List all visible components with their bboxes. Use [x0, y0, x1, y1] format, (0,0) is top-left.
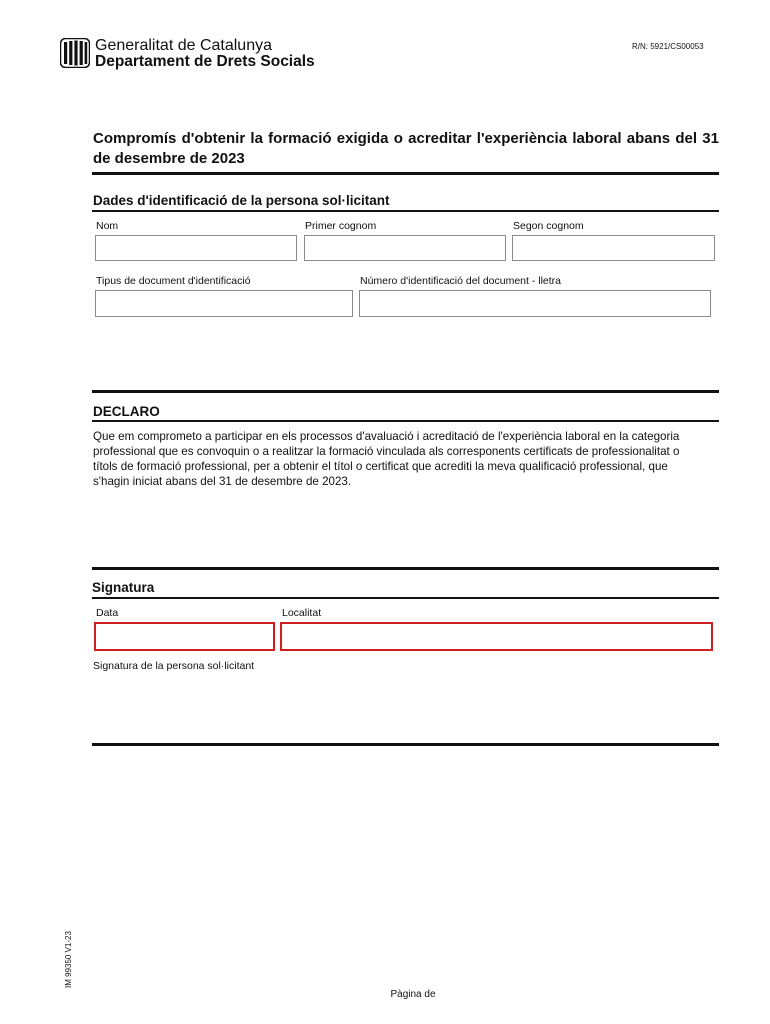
department-name: Departament de Drets Socials [95, 53, 315, 70]
signatura-bottom-divider [92, 743, 719, 746]
tipus-document-label: Tipus de document d'identificació [96, 275, 251, 287]
nom-field[interactable] [95, 235, 297, 261]
page-number: Pàgina de [390, 989, 436, 1000]
title-divider [92, 172, 719, 175]
identification-divider [92, 210, 719, 212]
primer-cognom-label: Primer cognom [305, 220, 377, 232]
declaro-section-title: DECLARO [93, 404, 160, 419]
signature-label: Signatura de la persona sol·licitant [93, 660, 255, 672]
data-field[interactable] [94, 622, 275, 651]
document-title: Compromís d'obtenir la formació exigida o acreditar l'experiència laboral abans del 31 de desembre de 2023 [93, 130, 719, 167]
reference-number: R/N: 5921/CS00053 [632, 42, 704, 51]
numero-document-field[interactable] [359, 290, 711, 317]
signatura-section-title: Signatura [92, 580, 155, 595]
declaro-top-divider [92, 390, 719, 393]
generalitat-logo-icon [60, 38, 90, 68]
numero-document-label: Número d'identificació del document - lletra [360, 275, 562, 287]
signature-area[interactable] [93, 674, 713, 740]
declaro-divider [92, 420, 719, 422]
org-name: Generalitat de Catalunya [95, 37, 272, 54]
localitat-label: Localitat [282, 607, 322, 619]
localitat-field[interactable] [280, 622, 713, 651]
primer-cognom-field[interactable] [304, 235, 506, 261]
identification-section-title: Dades d'identificació de la persona sol·licitant [93, 193, 390, 208]
segon-cognom-field[interactable] [512, 235, 715, 261]
tipus-document-field[interactable] [95, 290, 353, 317]
form-code: IM 99350 V1-23 [64, 931, 73, 988]
declaro-text: Que em comprometo a participar en els processos d'avaluació i acreditació de l'experiència laboral en la categoria professional que es convoquin o a realitzar la formació vinculada als corresponents certificats de professionalitat o títols de formació professional, per a obtenir el títol o certificat que acrediti la meva qualificació professional, que s'hagin iniciat abans del 31 de desembre de 2023. [93, 430, 680, 488]
segon-cognom-label: Segon cognom [513, 220, 584, 232]
signatura-divider [92, 597, 719, 599]
nom-label: Nom [96, 220, 119, 232]
data-label: Data [96, 607, 119, 619]
signatura-top-divider [92, 567, 719, 570]
